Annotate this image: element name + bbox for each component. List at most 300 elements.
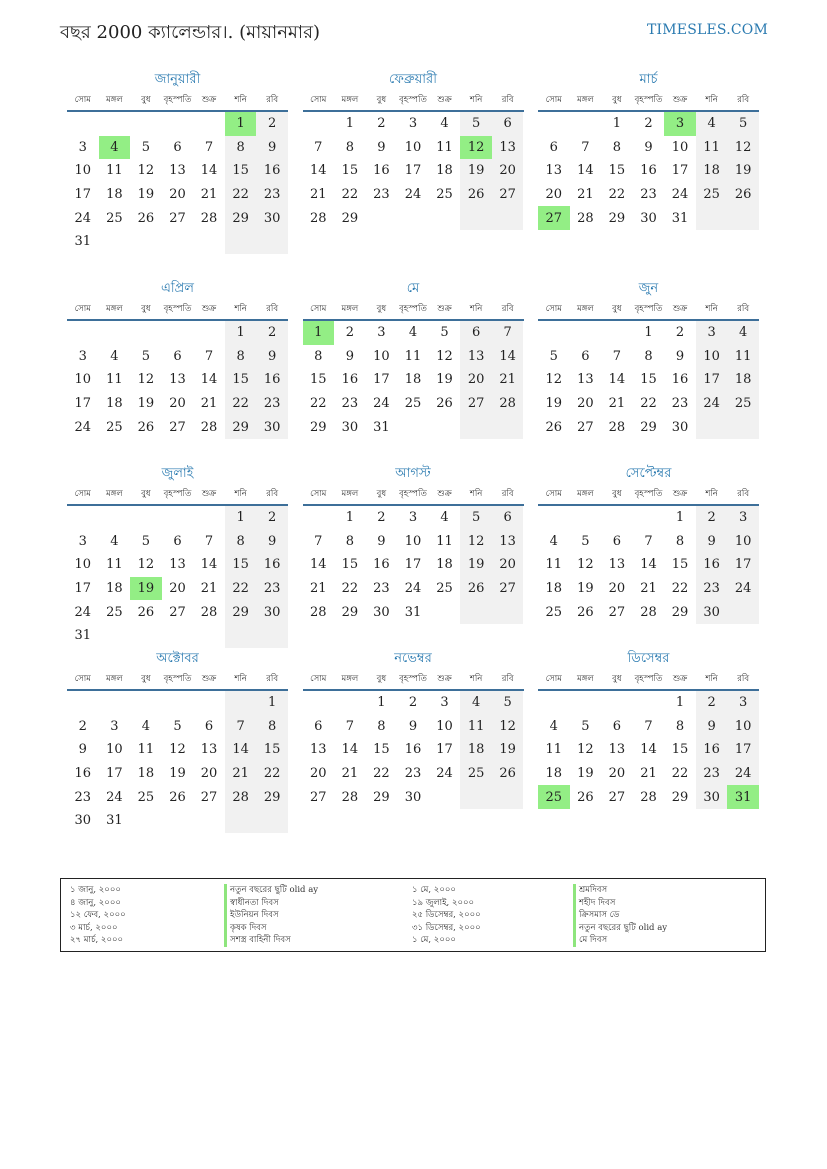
day-cell: 11 bbox=[727, 345, 759, 369]
legend-date: ২৫ ডিসেম্বর, ২০০০ bbox=[412, 910, 481, 920]
day-cell: 23 bbox=[404, 766, 422, 782]
day-cell: 16 bbox=[696, 553, 728, 577]
empty-day-cell bbox=[130, 230, 162, 254]
day-cell: 25 bbox=[696, 183, 728, 207]
weekday-label: শুক্র bbox=[201, 489, 217, 499]
day-cell: 18 bbox=[545, 581, 563, 597]
day-cell: 9 bbox=[377, 533, 386, 549]
day-cell: 13 bbox=[200, 742, 218, 758]
day-cell: 29 bbox=[225, 206, 257, 230]
day-cell: 14 bbox=[640, 557, 657, 573]
weekday-label: শনি bbox=[234, 489, 247, 499]
weekday-label: শনি bbox=[705, 674, 718, 684]
empty-day-cell bbox=[696, 206, 728, 230]
day-cell: 26 bbox=[436, 396, 453, 412]
day-cell: 20 bbox=[608, 581, 626, 597]
day-cell: 23 bbox=[671, 396, 689, 412]
day-cell: 20 bbox=[200, 766, 218, 782]
month-name: ডিসেম্বর bbox=[627, 651, 670, 666]
legend-date: ৩ মার্চ, ২০০০ bbox=[70, 922, 118, 933]
day-grid bbox=[67, 112, 288, 254]
month-block bbox=[67, 279, 288, 464]
empty-day-cell bbox=[303, 506, 335, 530]
weekday-header bbox=[538, 90, 759, 112]
day-cell: 22 bbox=[671, 581, 689, 597]
day-cell: 10 bbox=[74, 372, 92, 388]
weekday-label: বৃহস্পতি bbox=[163, 489, 192, 499]
empty-day-cell bbox=[492, 415, 524, 439]
month-name: অক্টোবর bbox=[156, 651, 199, 666]
day-cell: 17 bbox=[436, 742, 453, 758]
legend-date: ১৯ জুলাই, ২০০০ bbox=[412, 897, 475, 908]
legend-holiday-name: সশস্ত্র বাহিনী দিবস bbox=[224, 934, 318, 947]
day-cell: 30 bbox=[696, 600, 728, 624]
empty-day-cell bbox=[538, 506, 570, 530]
day-grid bbox=[303, 112, 524, 230]
day-cell: 8 bbox=[345, 533, 354, 549]
empty-day-cell bbox=[366, 206, 398, 230]
day-cell: 1 bbox=[225, 321, 257, 345]
day-cell: 1 bbox=[644, 325, 653, 341]
day-cell: 4 bbox=[440, 116, 449, 132]
day-cell: 6 bbox=[492, 112, 524, 136]
weekday-label: সোম bbox=[545, 304, 562, 314]
day-cell: 7 bbox=[345, 718, 354, 734]
day-cell: 11 bbox=[545, 557, 563, 573]
weekday-header bbox=[67, 90, 288, 112]
day-cell: 29 bbox=[256, 785, 288, 809]
legend-date: ৪ জানু, ২০০০ bbox=[70, 897, 121, 908]
day-cell: 23 bbox=[256, 577, 288, 601]
day-cell: 27 bbox=[492, 183, 524, 207]
weekday-label: বৃহস্পতি bbox=[634, 674, 663, 684]
day-cell: 8 bbox=[377, 718, 386, 734]
day-cell: 25 bbox=[106, 210, 123, 226]
weekday-label: মঙ্গল bbox=[105, 489, 123, 499]
empty-day-cell bbox=[303, 112, 335, 136]
legend-holiday-name: মে দিবস bbox=[573, 934, 667, 947]
weekday-label: সোম bbox=[545, 95, 562, 105]
day-cell: 19 bbox=[436, 372, 453, 388]
day-cell: 18 bbox=[696, 159, 728, 183]
empty-day-cell bbox=[193, 321, 225, 345]
day-cell: 1 bbox=[303, 321, 335, 345]
day-cell: 16 bbox=[256, 368, 288, 392]
day-cell: 22 bbox=[225, 392, 257, 416]
weekday-label: শুক্র bbox=[201, 95, 217, 105]
day-cell: 21 bbox=[341, 766, 359, 782]
month-name: মে bbox=[406, 281, 420, 296]
day-cell: 15 bbox=[256, 738, 288, 762]
day-cell: 3 bbox=[78, 348, 87, 364]
weekday-header bbox=[538, 299, 759, 321]
weekday-label: বৃহস্পতি bbox=[634, 95, 663, 105]
day-cell: 7 bbox=[644, 533, 653, 549]
day-cell: 27 bbox=[460, 392, 492, 416]
month-block bbox=[303, 70, 524, 279]
day-cell: 24 bbox=[373, 396, 390, 412]
empty-day-cell bbox=[130, 506, 162, 530]
day-cell: 2 bbox=[256, 112, 288, 136]
day-cell: 14 bbox=[341, 742, 359, 758]
day-cell: 15 bbox=[225, 159, 257, 183]
day-cell: 10 bbox=[696, 345, 728, 369]
day-cell: 31 bbox=[74, 628, 92, 644]
day-cell: 15 bbox=[341, 557, 359, 573]
empty-day-cell bbox=[429, 206, 461, 230]
weekday-label: শুক্র bbox=[672, 95, 688, 105]
day-cell: 3 bbox=[696, 321, 728, 345]
empty-day-cell bbox=[99, 691, 131, 715]
day-cell: 30 bbox=[256, 415, 288, 439]
empty-day-cell bbox=[570, 321, 602, 345]
empty-day-cell bbox=[67, 112, 99, 136]
day-cell: 2 bbox=[377, 116, 386, 132]
day-cell: 4 bbox=[141, 718, 151, 734]
day-cell: 18 bbox=[436, 163, 453, 179]
empty-day-cell bbox=[67, 506, 99, 530]
day-cell: 21 bbox=[640, 581, 657, 597]
day-cell: 28 bbox=[200, 604, 218, 620]
day-cell: 4 bbox=[460, 691, 492, 715]
day-cell: 2 bbox=[408, 695, 418, 711]
day-cell: 26 bbox=[460, 183, 492, 207]
legend-date: ১ মে, ২০০০ bbox=[412, 885, 456, 895]
month-name: জানুয়ারী bbox=[154, 72, 201, 87]
day-cell: 31 bbox=[373, 419, 390, 435]
weekday-label: মঙ্গল bbox=[105, 304, 123, 314]
empty-day-cell bbox=[601, 321, 633, 345]
day-cell: 3 bbox=[408, 510, 418, 526]
day-cell: 24 bbox=[671, 187, 689, 203]
weekday-header bbox=[303, 484, 524, 506]
day-cell: 4 bbox=[549, 718, 558, 734]
day-cell: 4 bbox=[110, 348, 119, 364]
day-cell: 29 bbox=[341, 210, 359, 226]
weekday-label: বৃহস্পতি bbox=[399, 489, 427, 499]
day-cell: 18 bbox=[106, 396, 123, 412]
day-cell: 25 bbox=[538, 785, 570, 809]
day-cell: 2 bbox=[256, 506, 288, 530]
day-cell: 21 bbox=[200, 581, 218, 597]
weekday-header bbox=[67, 484, 288, 506]
weekday-label: সোম bbox=[74, 674, 91, 684]
day-cell: 27 bbox=[169, 419, 186, 435]
day-cell: 18 bbox=[106, 581, 123, 597]
empty-day-cell bbox=[162, 691, 194, 715]
day-grid bbox=[538, 506, 759, 624]
empty-day-cell bbox=[193, 691, 225, 715]
day-cell: 16 bbox=[74, 766, 92, 782]
weekday-label: রবি bbox=[266, 489, 279, 499]
weekday-label: শুক্র bbox=[437, 95, 452, 105]
day-cell: 5 bbox=[141, 533, 151, 549]
day-cell: 19 bbox=[137, 396, 155, 412]
day-cell: 6 bbox=[204, 718, 214, 734]
day-cell: 28 bbox=[608, 419, 626, 435]
day-cell: 12 bbox=[169, 742, 186, 758]
day-cell: 17 bbox=[671, 163, 689, 179]
day-cell: 18 bbox=[545, 766, 563, 782]
day-cell: 21 bbox=[492, 368, 524, 392]
day-cell: 2 bbox=[377, 510, 386, 526]
day-cell: 15 bbox=[608, 163, 626, 179]
month-block bbox=[538, 464, 759, 649]
empty-day-cell bbox=[601, 506, 633, 530]
weekday-label: রবি bbox=[266, 95, 279, 105]
day-cell: 4 bbox=[99, 136, 131, 160]
weekday-label: শনি bbox=[705, 489, 718, 499]
day-cell: 8 bbox=[225, 345, 257, 369]
weekday-label: শনি bbox=[234, 674, 247, 684]
weekday-label: রবি bbox=[737, 304, 750, 314]
day-cell: 11 bbox=[696, 136, 728, 160]
empty-day-cell bbox=[460, 600, 492, 624]
day-cell: 24 bbox=[696, 392, 728, 416]
day-cell: 19 bbox=[545, 396, 563, 412]
day-grid bbox=[538, 112, 759, 230]
day-cell: 10 bbox=[106, 742, 123, 758]
empty-day-cell bbox=[130, 624, 162, 648]
empty-day-cell bbox=[67, 691, 99, 715]
day-cell: 3 bbox=[377, 325, 386, 341]
day-cell: 28 bbox=[310, 604, 327, 620]
day-cell: 26 bbox=[169, 789, 186, 805]
day-cell: 10 bbox=[74, 163, 92, 179]
day-cell: 9 bbox=[696, 715, 728, 739]
weekday-label: শনি bbox=[469, 95, 483, 105]
day-cell: 29 bbox=[225, 415, 257, 439]
day-cell: 28 bbox=[577, 210, 594, 226]
day-cell: 12 bbox=[577, 557, 594, 573]
day-cell: 11 bbox=[460, 715, 492, 739]
weekday-label: বৃহস্পতি bbox=[163, 674, 192, 684]
day-cell: 1 bbox=[345, 510, 354, 526]
day-cell: 30 bbox=[404, 789, 422, 805]
legend-holiday-name: নতুন বছরের ছুটি olid ay bbox=[224, 884, 318, 897]
day-cell: 31 bbox=[74, 234, 92, 250]
day-cell: 9 bbox=[256, 530, 288, 554]
day-cell: 26 bbox=[577, 789, 594, 805]
day-cell: 14 bbox=[492, 345, 524, 369]
month-block bbox=[538, 649, 759, 869]
empty-day-cell bbox=[538, 691, 570, 715]
day-cell: 21 bbox=[608, 396, 626, 412]
day-cell: 7 bbox=[225, 715, 257, 739]
weekday-label: শুক্র bbox=[672, 674, 688, 684]
day-cell: 5 bbox=[141, 348, 151, 364]
weekday-label: বৃহস্পতি bbox=[163, 95, 192, 105]
day-cell: 2 bbox=[675, 325, 685, 341]
weekday-label: বৃহস্পতি bbox=[634, 489, 663, 499]
day-cell: 27 bbox=[538, 206, 570, 230]
day-cell: 23 bbox=[256, 183, 288, 207]
empty-day-cell bbox=[225, 809, 257, 833]
weekday-label: বুধ bbox=[141, 489, 151, 499]
weekday-label: শুক্র bbox=[201, 674, 217, 684]
month-block bbox=[538, 279, 759, 464]
day-cell: 24 bbox=[727, 577, 759, 601]
day-cell: 5 bbox=[492, 691, 524, 715]
weekday-label: শনি bbox=[234, 95, 247, 105]
site-brand-link[interactable]: TIMESLES.COM bbox=[647, 22, 768, 38]
day-cell: 16 bbox=[341, 372, 359, 388]
day-cell: 16 bbox=[256, 553, 288, 577]
month-block bbox=[67, 464, 288, 649]
day-cell: 3 bbox=[110, 718, 119, 734]
day-cell: 21 bbox=[200, 396, 218, 412]
day-cell: 20 bbox=[310, 766, 327, 782]
weekday-label: রবি bbox=[266, 674, 279, 684]
day-cell: 8 bbox=[345, 139, 354, 155]
day-cell: 24 bbox=[436, 766, 453, 782]
day-grid bbox=[67, 506, 288, 648]
legend-date: ৩১ ডিসেম্বর, ২০০০ bbox=[412, 922, 481, 933]
weekday-label: মঙ্গল bbox=[576, 489, 594, 499]
day-cell: 30 bbox=[256, 600, 288, 624]
day-cell: 7 bbox=[492, 321, 524, 345]
day-cell: 9 bbox=[644, 139, 653, 155]
empty-day-cell bbox=[727, 206, 759, 230]
day-cell: 18 bbox=[404, 372, 422, 388]
day-cell: 11 bbox=[404, 348, 422, 364]
empty-day-cell bbox=[225, 691, 257, 715]
weekday-label: শনি bbox=[469, 304, 483, 314]
weekday-label: রবি bbox=[501, 674, 514, 684]
day-cell: 25 bbox=[106, 419, 123, 435]
day-cell: 12 bbox=[727, 136, 759, 160]
day-cell: 1 bbox=[675, 510, 685, 526]
weekday-header bbox=[67, 299, 288, 321]
empty-day-cell bbox=[130, 691, 162, 715]
empty-day-cell bbox=[130, 321, 162, 345]
day-cell: 30 bbox=[373, 604, 390, 620]
day-cell: 23 bbox=[256, 392, 288, 416]
day-cell: 9 bbox=[256, 136, 288, 160]
day-cell: 14 bbox=[200, 557, 218, 573]
day-cell: 29 bbox=[671, 604, 689, 620]
weekday-label: বুধ bbox=[376, 674, 387, 684]
empty-day-cell bbox=[225, 230, 257, 254]
day-cell: 6 bbox=[612, 533, 622, 549]
day-cell: 8 bbox=[314, 348, 323, 364]
day-cell: 13 bbox=[169, 163, 186, 179]
day-cell: 13 bbox=[492, 530, 524, 554]
day-cell: 15 bbox=[225, 368, 257, 392]
day-cell: 14 bbox=[608, 372, 626, 388]
empty-day-cell bbox=[99, 624, 131, 648]
day-cell: 5 bbox=[141, 139, 151, 155]
day-cell: 25 bbox=[436, 581, 453, 597]
day-cell: 26 bbox=[492, 762, 524, 786]
weekday-label: বুধ bbox=[376, 489, 387, 499]
day-cell: 29 bbox=[373, 789, 390, 805]
empty-day-cell bbox=[193, 506, 225, 530]
empty-day-cell bbox=[727, 600, 759, 624]
day-cell: 4 bbox=[440, 510, 449, 526]
empty-day-cell bbox=[303, 691, 335, 715]
day-cell: 16 bbox=[696, 738, 728, 762]
weekday-label: বৃহস্পতি bbox=[399, 674, 427, 684]
day-cell: 27 bbox=[492, 577, 524, 601]
day-cell: 6 bbox=[549, 139, 558, 155]
day-cell: 1 bbox=[377, 695, 386, 711]
page-title: বছর 2000 ক্যালেন্ডার।. (মায়ানমার) bbox=[60, 22, 321, 43]
day-cell: 22 bbox=[608, 187, 626, 203]
day-cell: 26 bbox=[137, 210, 155, 226]
day-cell: 21 bbox=[310, 187, 327, 203]
day-cell: 19 bbox=[727, 159, 759, 183]
day-cell: 9 bbox=[675, 348, 685, 364]
day-grid bbox=[67, 691, 288, 833]
weekday-label: সোম bbox=[545, 674, 562, 684]
day-cell: 28 bbox=[640, 604, 657, 620]
day-cell: 17 bbox=[74, 187, 92, 203]
day-cell: 23 bbox=[696, 577, 728, 601]
day-cell: 13 bbox=[310, 742, 327, 758]
day-cell: 20 bbox=[492, 159, 524, 183]
month-block bbox=[303, 464, 524, 649]
weekday-label: বৃহস্পতি bbox=[163, 304, 192, 314]
day-cell: 16 bbox=[373, 557, 390, 573]
day-cell: 1 bbox=[256, 691, 288, 715]
day-cell: 17 bbox=[727, 738, 759, 762]
weekday-label: সোম bbox=[310, 95, 327, 105]
day-cell: 28 bbox=[225, 785, 257, 809]
day-cell: 17 bbox=[404, 557, 422, 573]
weekday-label: সোম bbox=[310, 674, 327, 684]
day-cell: 11 bbox=[106, 372, 123, 388]
month-name: ফেব্রুয়ারী bbox=[389, 72, 437, 87]
day-cell: 15 bbox=[310, 372, 327, 388]
day-cell: 25 bbox=[727, 392, 759, 416]
day-cell: 15 bbox=[671, 557, 689, 573]
empty-day-cell bbox=[162, 506, 194, 530]
day-cell: 19 bbox=[577, 766, 594, 782]
day-cell: 27 bbox=[608, 604, 626, 620]
day-cell: 7 bbox=[581, 139, 590, 155]
weekday-label: শুক্র bbox=[437, 674, 452, 684]
month-block bbox=[538, 70, 759, 279]
weekday-label: সোম bbox=[310, 489, 327, 499]
legend-date: ১ জানু, ২০০০ bbox=[70, 885, 121, 895]
legend-date: ১২ ফেব, ২০০০ bbox=[70, 910, 126, 920]
day-cell: 18 bbox=[436, 557, 453, 573]
day-cell: 20 bbox=[545, 187, 563, 203]
day-cell: 22 bbox=[640, 396, 657, 412]
weekday-header bbox=[303, 90, 524, 112]
day-cell: 2 bbox=[696, 506, 728, 530]
day-cell: 13 bbox=[545, 163, 563, 179]
empty-day-cell bbox=[492, 785, 524, 809]
day-cell: 20 bbox=[608, 766, 626, 782]
empty-day-cell bbox=[130, 112, 162, 136]
day-cell: 6 bbox=[173, 533, 182, 549]
day-cell: 1 bbox=[675, 695, 685, 711]
day-cell: 21 bbox=[640, 766, 657, 782]
holiday-legend bbox=[60, 878, 766, 952]
day-grid bbox=[538, 321, 759, 439]
weekday-label: শনি bbox=[469, 489, 483, 499]
legend-holiday-name: ক্রিসমাস ডে bbox=[573, 909, 667, 922]
day-cell: 4 bbox=[549, 533, 558, 549]
day-cell: 5 bbox=[440, 325, 449, 341]
weekday-label: মঙ্গল bbox=[576, 95, 594, 105]
day-grid bbox=[67, 321, 288, 439]
day-cell: 6 bbox=[314, 718, 323, 734]
day-cell: 19 bbox=[137, 187, 155, 203]
empty-day-cell bbox=[193, 624, 225, 648]
